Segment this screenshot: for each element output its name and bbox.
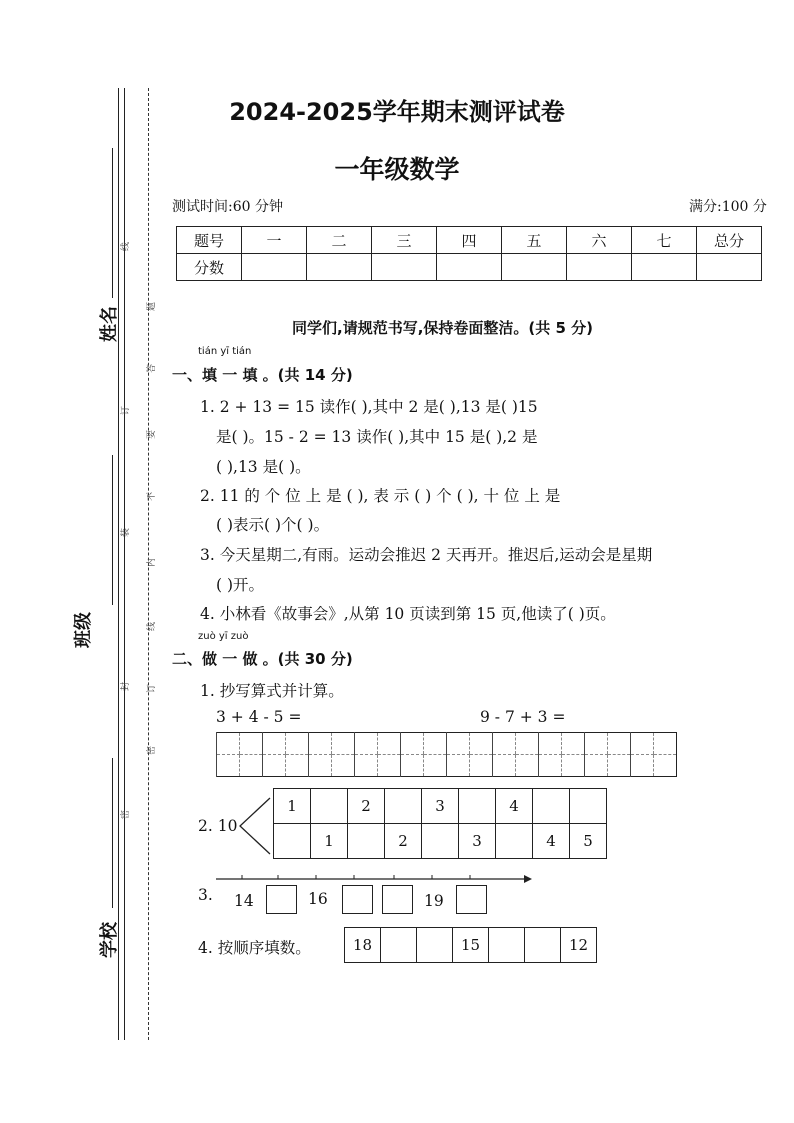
- number-line-blank[interactable]: [456, 885, 487, 914]
- school-label: 学校: [99, 922, 120, 958]
- score-row-label: 分数: [177, 254, 242, 281]
- sequence-cell[interactable]: [525, 928, 561, 963]
- seal-char: 内: [147, 557, 158, 568]
- sequence-table[interactable]: [344, 927, 597, 963]
- split-cell[interactable]: [496, 824, 533, 859]
- full-score: 满分:100 分: [689, 199, 767, 215]
- number-line-blank[interactable]: [382, 885, 413, 914]
- split-cell[interactable]: [459, 789, 496, 824]
- score-header-cell: 题号: [177, 227, 242, 254]
- score-header-cell: 二: [307, 227, 372, 254]
- seal-char: 线: [147, 621, 158, 632]
- split-cell[interactable]: [422, 824, 459, 859]
- score-header-cell: 七: [632, 227, 697, 254]
- test-time: 测试时间:60 分钟: [172, 199, 283, 215]
- score-header-cell: 六: [567, 227, 632, 254]
- number-line-blank[interactable]: [266, 885, 297, 914]
- number-line-blank[interactable]: [342, 885, 373, 914]
- split-bracket: [236, 794, 276, 858]
- sequence-cell[interactable]: [381, 928, 417, 963]
- split-cell[interactable]: [348, 824, 385, 859]
- s2-q1-label: 1. 抄写算式并计算。: [200, 682, 344, 700]
- class-label: 班级: [73, 612, 94, 648]
- split-cell[interactable]: [311, 789, 348, 824]
- q1-line1: 1. 2 + 13 = 15 读作( ),其中 2 是( ),13 是( )15: [200, 398, 538, 416]
- split-cell[interactable]: [274, 824, 311, 859]
- score-cell[interactable]: [307, 254, 372, 281]
- score-cell[interactable]: [567, 254, 632, 281]
- class-blank-line: [112, 455, 113, 605]
- split-cell[interactable]: 4: [533, 824, 570, 859]
- section1-pinyin: tián yī tián: [198, 346, 252, 357]
- sequence-cell[interactable]: 15: [453, 928, 489, 963]
- split-cell[interactable]: 4: [496, 789, 533, 824]
- copy-grid[interactable]: [216, 732, 677, 777]
- split-cell[interactable]: 2: [348, 789, 385, 824]
- section2-pinyin: zuò yī zuò: [198, 631, 249, 642]
- seal-char: 题: [147, 301, 158, 312]
- score-header-cell: 一: [242, 227, 307, 254]
- page-title: 2024-2025学年期末测评试卷: [229, 98, 565, 126]
- s2-q2-label: 2. 10: [198, 817, 238, 835]
- seal-char: 密: [121, 809, 132, 820]
- sequence-cell[interactable]: 18: [345, 928, 381, 963]
- split-cell[interactable]: 3: [422, 789, 459, 824]
- seal-char: 不: [147, 491, 158, 502]
- split-cell[interactable]: [570, 789, 607, 824]
- score-header-cell: 五: [502, 227, 567, 254]
- sequence-cell[interactable]: [417, 928, 453, 963]
- split-cell[interactable]: 1: [274, 789, 311, 824]
- seal-char: 线: [121, 241, 132, 252]
- margin-line-outer: [118, 88, 119, 1040]
- split-table[interactable]: [273, 788, 607, 859]
- seal-char: 订: [147, 683, 158, 694]
- q1-line2: 是( )。15 - 2 = 13 读作( ),其中 15 是( ),2 是: [216, 428, 538, 446]
- handwriting-note: 同学们,请规范书写,保持卷面整洁。(共 5 分): [292, 319, 593, 337]
- score-cell[interactable]: [502, 254, 567, 281]
- score-cell[interactable]: [372, 254, 437, 281]
- s2-q3-label: 3.: [198, 886, 213, 904]
- split-cell[interactable]: 5: [570, 824, 607, 859]
- seal-char: 密: [147, 745, 158, 756]
- name-label: 姓名: [99, 306, 120, 342]
- q2-line2: ( )表示( )个( )。: [216, 516, 330, 534]
- split-cell[interactable]: [533, 789, 570, 824]
- q4-line: 4. 小林看《故事会》,从第 10 页读到第 15 页,他读了( )页。: [200, 605, 616, 623]
- score-table: [176, 226, 762, 281]
- split-cell[interactable]: 2: [385, 824, 422, 859]
- number-line-value: 19: [424, 892, 444, 910]
- sequence-cell[interactable]: 12: [561, 928, 597, 963]
- score-cell[interactable]: [437, 254, 502, 281]
- score-cell[interactable]: [242, 254, 307, 281]
- number-line-value: 16: [308, 890, 328, 908]
- section1-title: 一、填 一 填 。(共 14 分): [172, 366, 353, 384]
- seal-char: 封: [121, 681, 132, 692]
- score-cell[interactable]: [632, 254, 697, 281]
- s2-q4-label: 4. 按顺序填数。: [198, 939, 311, 957]
- section2-title: 二、做 一 做 。(共 30 分): [172, 650, 353, 668]
- sequence-cell[interactable]: [489, 928, 525, 963]
- expr-1: 3 + 4 - 5 =: [216, 708, 302, 726]
- seal-char: 要: [147, 429, 158, 440]
- q3-line1: 3. 今天星期二,有雨。运动会推迟 2 天再开。推迟后,运动会是星期: [200, 546, 653, 564]
- page-subtitle: 一年级数学: [334, 155, 460, 184]
- split-cell[interactable]: 1: [311, 824, 348, 859]
- number-line-value: 14: [234, 892, 254, 910]
- seal-char: 装: [121, 527, 132, 538]
- score-cell[interactable]: [697, 254, 762, 281]
- q1-line3: ( ),13 是( )。: [216, 458, 311, 476]
- expr-2: 9 - 7 + 3 =: [480, 708, 566, 726]
- split-cell[interactable]: [385, 789, 422, 824]
- q2-line1: 2. 11 的 个 位 上 是 ( ), 表 示 ( ) 个 ( ), 十 位 上 是: [200, 487, 561, 505]
- score-header-cell: 四: [437, 227, 502, 254]
- school-blank-line: [112, 758, 113, 908]
- number-line: [214, 872, 534, 886]
- score-header-cell: 总分: [697, 227, 762, 254]
- q3-line2: ( )开。: [216, 576, 265, 594]
- split-cell[interactable]: 3: [459, 824, 496, 859]
- seal-char: 答: [147, 363, 158, 374]
- seal-char: 订: [121, 405, 132, 416]
- score-header-cell: 三: [372, 227, 437, 254]
- margin-line-inner: [124, 88, 125, 1040]
